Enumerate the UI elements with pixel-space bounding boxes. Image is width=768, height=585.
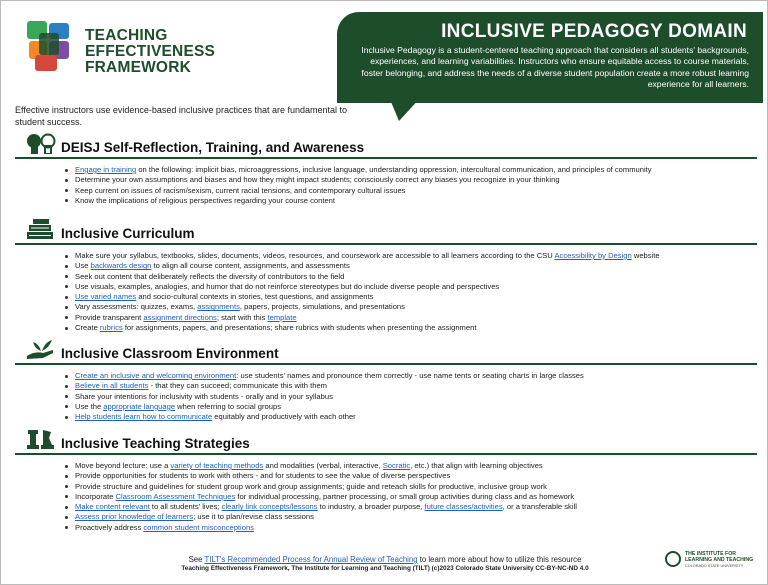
list-item <box>75 165 757 175</box>
link-future-classes[interactable]: future classes/activities <box>424 502 503 512</box>
item-text: website <box>631 251 660 260</box>
link-assignment-directions[interactable]: assignment directions <box>143 312 217 322</box>
section-title: DEISJ Self-Reflection, Training, and Awareness <box>61 140 365 155</box>
speech-bubble-tail <box>389 97 421 121</box>
item-text: Vary assessments: quizzes, exams, <box>75 302 198 312</box>
section-header <box>15 219 757 245</box>
item-text: when referring to social groups <box>175 401 282 411</box>
link-use-varied-names[interactable]: Use varied names <box>75 292 137 302</box>
link-classroom-assessment-techniques[interactable]: Classroom Assessment Techniques <box>115 491 236 501</box>
list-item <box>75 402 757 412</box>
link-variety-of-methods[interactable]: variety of teaching methods <box>170 461 264 470</box>
logo-line-1: TEACHING <box>85 27 168 44</box>
link-help-students-communicate[interactable]: Help students learn how to communicate <box>75 412 213 422</box>
section-teaching-strategies <box>15 429 757 533</box>
intro-text: Effective instructors use evidence-based inclusive practices that are fundamental to student success. <box>15 105 348 127</box>
list-item <box>75 175 757 185</box>
footer-text: See <box>188 555 205 564</box>
link-clearly-link-concepts[interactable]: clearly link concepts/lessons <box>221 502 318 512</box>
footer-credit: Teaching Effectiveness Framework, The Institute for Learning and Teaching (TILT) (c)2023 Colorado State University CC-BY-NC-ND 4.0 <box>181 565 589 572</box>
list-item <box>75 512 757 522</box>
logo-line-2: EFFECTIVENESS <box>85 43 216 60</box>
list-item <box>75 502 757 512</box>
link-inclusive-environment[interactable]: Create an inclusive and welcoming environment <box>75 371 237 380</box>
section-title: Inclusive Teaching Strategies <box>61 436 250 451</box>
bullet-list <box>15 251 757 333</box>
list-item <box>75 323 757 333</box>
bullet-list <box>15 461 757 533</box>
list-item <box>75 261 757 271</box>
list-item <box>75 482 757 492</box>
tilt-line-1: THE INSTITUTE FOR <box>685 551 737 557</box>
item-text: to align all course content, assignments, and assessments <box>151 261 350 271</box>
list-item <box>75 292 757 302</box>
csu-seal-icon <box>665 551 681 567</box>
item-text: Know the implications of religious perspectives regarding your course content <box>75 195 336 205</box>
tilt-university: COLORADO STATE UNIVERSITY <box>685 564 744 568</box>
item-text: Seek out content that deliberately reflects the diversity of contributors to the field <box>75 271 345 281</box>
list-item <box>75 392 757 402</box>
hand-plant-icon <box>25 338 57 360</box>
item-text: for individual processing, partner processing, or small group activities during class and as homework <box>235 491 575 501</box>
item-text: to all students' lives; <box>149 502 222 512</box>
item-text: on the following: implicit bias, microaggressions, inclusive language, understanding oppression, intercultural communication, and principles of community <box>136 165 652 174</box>
section-header <box>15 429 757 455</box>
footer-see-line <box>1 555 768 564</box>
link-backwards-design[interactable]: backwards design <box>90 261 152 271</box>
tilt-logo <box>665 550 761 572</box>
link-assignments[interactable]: assignments <box>197 302 240 312</box>
footer-text: to learn more about how to utilize this resource <box>417 555 582 564</box>
item-text: Provide transparent <box>75 312 144 322</box>
item-text: Create <box>75 323 100 333</box>
list-item <box>75 412 757 422</box>
item-text: and modalities (verbal, interactive, <box>263 461 383 470</box>
section-header <box>15 133 757 159</box>
list-item <box>75 196 757 206</box>
list-item <box>75 186 757 196</box>
tilt-name <box>685 551 753 563</box>
item-text: Make sure your syllabus, textbooks, slides, documents, videos, resources, and coursework are accessible to all learners according to the CSU <box>75 251 555 260</box>
list-item <box>75 272 757 282</box>
list-item <box>75 251 757 261</box>
teaching-framework-logo-icon <box>25 19 73 75</box>
domain-description: Inclusive Pedagogy is a student-centered teaching approach that considers all students' backgrounds, experiences, and learning variabilities. Instructors who ensure equitable access to course materials, foster belonging, and address the needs of a diverse student population create a more robust learning experience for all learners. <box>361 45 749 90</box>
link-template[interactable]: template <box>267 312 297 322</box>
item-text: , etc.) that align with learning objectives <box>410 461 543 470</box>
item-text: , papers, projects, simulations, and presentations <box>239 302 405 312</box>
link-rubrics[interactable]: rubrics <box>99 323 123 333</box>
bullet-list <box>15 371 757 422</box>
item-text: Provide opportunities for students to work with others - and for students to see the value of diverse perspectives <box>75 471 451 481</box>
item-text: to industry, a broader purpose, <box>317 502 425 512</box>
list-item <box>75 492 757 502</box>
link-make-content-relevant[interactable]: Make content relevant <box>75 502 150 512</box>
item-text: Keep current on issues of racism/sexism, current racial tensions, and contemporary cultural issues <box>75 185 406 195</box>
item-text: Use <box>75 261 91 271</box>
section-title: Inclusive Curriculum <box>61 226 195 241</box>
list-item <box>75 381 757 391</box>
item-text: ; start with this <box>216 312 268 322</box>
books-icon <box>25 218 57 240</box>
list-item <box>75 371 757 381</box>
item-text: Incorporate <box>75 491 116 501</box>
link-accessibility-by-design[interactable]: Accessibility by Design <box>554 251 632 260</box>
link-annual-review-process[interactable]: TILT's Recommended Process for Annual Review of Teaching <box>204 555 418 564</box>
link-appropriate-language[interactable]: appropriate language <box>103 401 176 411</box>
chess-pieces-icon <box>25 428 57 450</box>
list-item <box>75 302 757 312</box>
logo-line-3: FRAMEWORK <box>85 59 191 76</box>
item-text: : use students' names and pronounce them correctly - use name tents or seating charts in large classes <box>236 371 584 380</box>
item-text: for assignments, papers, and presentations; share rubrics with students when presenting the assignment <box>122 323 477 333</box>
item-text: , or a transferable skill <box>502 502 577 512</box>
link-socratic[interactable]: Socratic <box>382 461 411 470</box>
link-engage-training[interactable]: Engage in training <box>75 165 137 174</box>
item-text: Move beyond lecture: use a <box>75 461 171 470</box>
item-text: Share your intentions for inclusivity with students - orally and in your syllabus <box>75 391 333 401</box>
item-text: and socio-cultural contexts in stories, test questions, and assignments <box>136 292 374 302</box>
link-common-misconceptions[interactable]: common student misconceptions <box>143 522 254 532</box>
section-header <box>15 339 757 365</box>
item-text: Proactively address <box>75 522 144 532</box>
section-title: Inclusive Classroom Environment <box>61 346 279 361</box>
list-item <box>75 313 757 323</box>
item-text: ; use it to plan/revise class sessions <box>193 512 314 522</box>
tilt-line-2: LEARNING AND TEACHING <box>685 557 754 563</box>
bullet-list <box>15 165 757 206</box>
link-assess-prior-knowledge[interactable]: Assess prior knowledge of learners <box>75 512 194 522</box>
item-text: Use the <box>75 401 104 411</box>
head-profiles-icon <box>25 132 57 154</box>
item-text: Provide structure and guidelines for student group work and group assignments; guide and reteach skills for productive, inclusive group work <box>75 481 547 491</box>
list-item <box>75 282 757 292</box>
domain-title: INCLUSIVE PEDAGOGY DOMAIN <box>441 21 747 42</box>
section-curriculum <box>15 219 757 333</box>
list-item <box>75 471 757 481</box>
section-deisj <box>15 133 757 206</box>
item-text: Determine your own assumptions and biases and how they might impact students; consciously correct any biases you recognize in your thinking <box>75 175 560 185</box>
link-believe-in-students[interactable]: Believe in all students <box>75 381 149 391</box>
item-text: Use visuals, examples, analogies, and humor that do not reinforce stereotypes but do include diverse people and perspectives <box>75 281 500 291</box>
section-classroom-environment <box>15 339 757 422</box>
list-item <box>75 523 757 533</box>
logo-wordmark <box>85 28 215 76</box>
list-item <box>75 461 757 471</box>
item-text: - that they can succeed; communicate this with them <box>148 381 327 391</box>
item-text: equitably and productively with each other <box>212 412 356 422</box>
